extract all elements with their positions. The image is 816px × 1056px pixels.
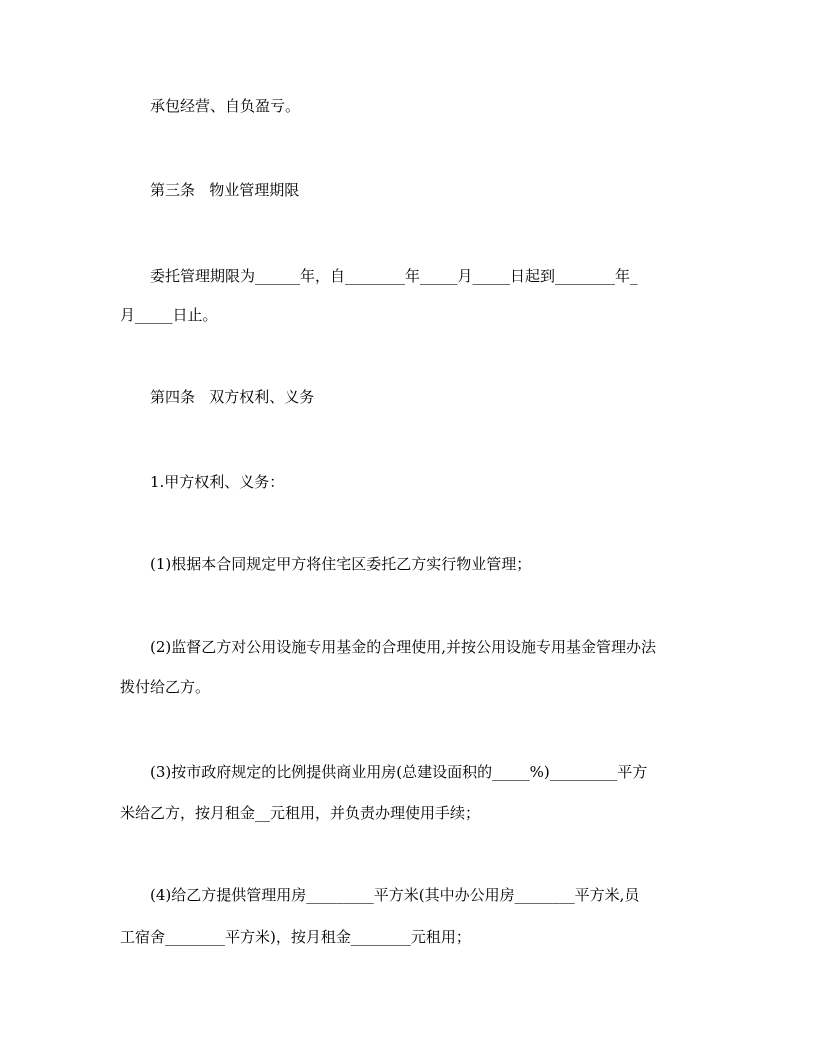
paragraph-p3-line-2: 月_____日止。 bbox=[120, 306, 218, 324]
paragraph-p7-line-2: 拨付给乙方。 bbox=[120, 678, 211, 696]
paragraph-p9-line-2: 工宿舍________平方米)，按月租金________元租用； bbox=[120, 928, 471, 946]
paragraph-p1-line-1: 承包经营、自负盈亏。 bbox=[150, 97, 301, 115]
section-heading-article-4: 第四条 双方权利、义务 bbox=[150, 388, 315, 406]
paragraph-p6-line-1: (1)根据本合同规定甲方将住宅区委托乙方实行物业管理； bbox=[150, 555, 532, 573]
paragraph-p7-line-1: (2)监督乙方对公用设施专用基金的合理使用,并按公用设施专用基金管理办法 bbox=[150, 638, 657, 656]
paragraph-p8-line-2: 米给乙方，按月租金__元租用，并负责办理使用手续； bbox=[120, 804, 481, 822]
paragraph-p5-line-1: 1.甲方权利、义务： bbox=[150, 473, 285, 491]
paragraph-p9-line-1: (4)给乙方提供管理用房_________平方米(其中办公用房________平方米,员 bbox=[150, 886, 640, 904]
paragraph-p8-line-1: (3)按市政府规定的比例提供商业用房(总建设面积的_____%)_________平方 bbox=[150, 763, 648, 781]
paragraph-p3-line-1: 委托管理期限为______年，自________年_____月_____日起到________年_ bbox=[150, 267, 638, 285]
section-heading-article-3: 第三条 物业管理期限 bbox=[150, 181, 300, 199]
